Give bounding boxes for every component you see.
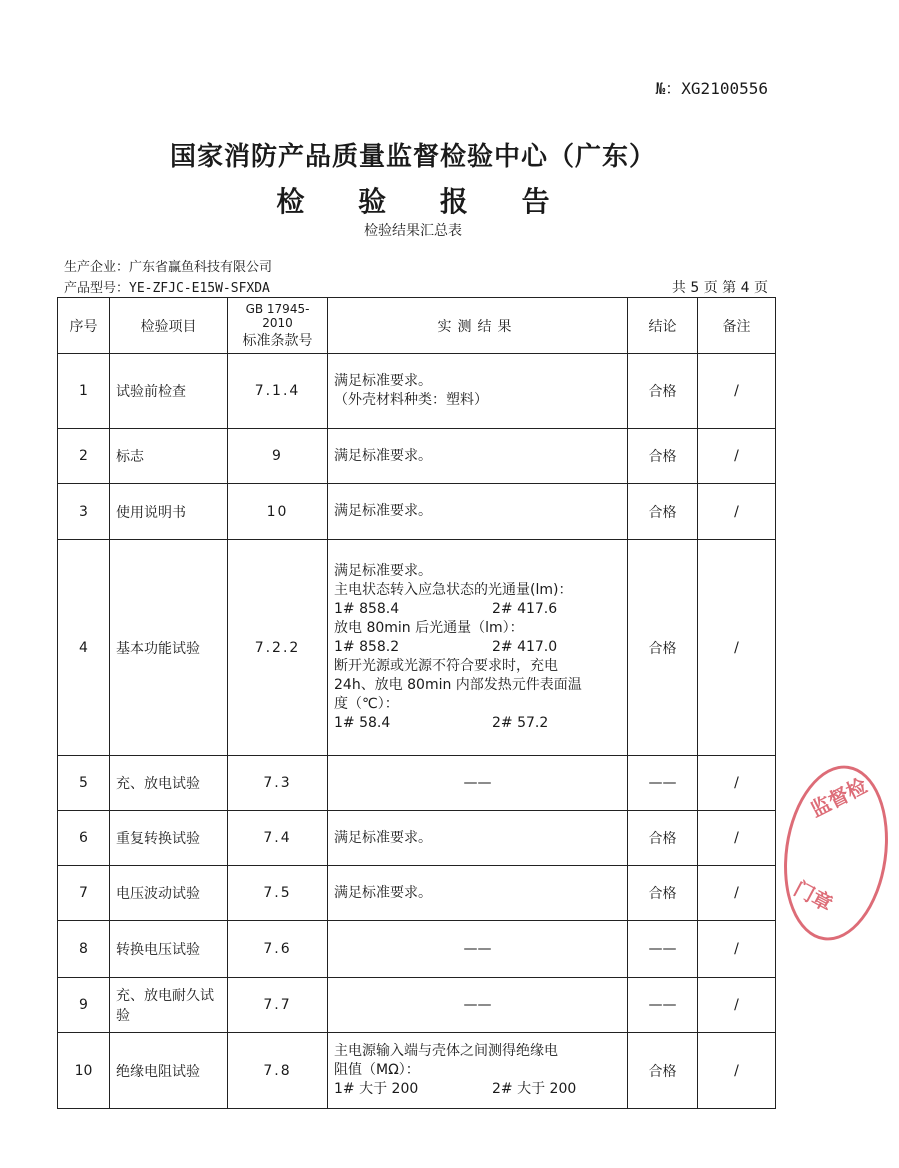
row-conclusion: 合格 — [628, 429, 698, 484]
result-line: 满足标准要求。 — [334, 884, 432, 901]
manufacturer-line: 生产企业：广东省赢鱼科技有限公司 — [64, 260, 273, 275]
result-value-pair — [334, 714, 621, 733]
result-line: 主电状态转入应急状态的光通量(lm)： — [334, 582, 573, 598]
result-line: 满足标准要求。 — [334, 447, 432, 464]
sample-2-value: 2# 417.6 — [492, 601, 558, 617]
row-number: 5 — [58, 756, 110, 811]
row-clause: 7.4 — [228, 811, 328, 866]
row-item: 试验前检查 — [110, 354, 228, 429]
row-conclusion: 合格 — [628, 1033, 698, 1109]
row-number: 8 — [58, 921, 110, 978]
row-result — [328, 866, 628, 921]
row-result — [328, 540, 628, 756]
result-line: （外壳材料种类：塑料） — [334, 392, 488, 408]
row-conclusion: —— — [628, 921, 698, 978]
row-conclusion: —— — [628, 756, 698, 811]
model-line: 产品型号：YE-ZFJC-E15W-SFXDA — [64, 281, 270, 296]
standard-clause-label: 标准条款号 — [242, 332, 313, 349]
row-number: 7 — [58, 866, 110, 921]
row-number: 2 — [58, 429, 110, 484]
col-header-no: 序号 — [58, 298, 110, 354]
row-item: 转换电压试验 — [110, 921, 228, 978]
row-conclusion: 合格 — [628, 354, 698, 429]
row-item: 充、放电耐久试验 — [110, 978, 228, 1033]
row-number: 6 — [58, 811, 110, 866]
result-value-pair — [334, 600, 621, 619]
row-clause: 7.6 — [228, 921, 328, 978]
row-clause: 7.3 — [228, 756, 328, 811]
table-row — [58, 921, 776, 978]
col-header-conclusion: 结论 — [628, 298, 698, 354]
result-dash: —— — [463, 774, 492, 791]
result-value-pair — [334, 1080, 621, 1099]
row-note: / — [698, 978, 776, 1033]
seal-text-top: 监督检 — [806, 773, 871, 822]
report-number: №：XG2100556 — [655, 79, 768, 98]
row-item: 标志 — [110, 429, 228, 484]
row-conclusion: —— — [628, 978, 698, 1033]
red-seal-stamp — [773, 759, 899, 947]
result-dash: —— — [463, 996, 492, 1013]
row-number: 4 — [58, 540, 110, 756]
col-header-standard — [228, 298, 328, 354]
row-result — [328, 921, 628, 978]
sample-1-value: 1# 大于 200 — [334, 1081, 419, 1097]
row-result — [328, 1033, 628, 1109]
row-item: 充、放电试验 — [110, 756, 228, 811]
result-line: 满足标准要求。 — [334, 563, 432, 579]
row-number: 10 — [58, 1033, 110, 1109]
row-item: 重复转换试验 — [110, 811, 228, 866]
sample-1-value: 1# 858.4 — [334, 601, 400, 617]
sample-2-value: 2# 417.0 — [492, 639, 558, 655]
row-conclusion: 合格 — [628, 540, 698, 756]
row-number: 3 — [58, 484, 110, 540]
row-item: 电压波动试验 — [110, 866, 228, 921]
result-value-pair — [334, 638, 621, 657]
row-clause: 7.2.2 — [228, 540, 328, 756]
results-table — [57, 297, 776, 1109]
row-result — [328, 429, 628, 484]
row-item: 使用说明书 — [110, 484, 228, 540]
sample-1-value: 1# 858.2 — [334, 639, 400, 655]
result-line: 满足标准要求。 — [334, 829, 432, 846]
sample-2-value: 2# 57.2 — [492, 715, 549, 731]
row-note: / — [698, 866, 776, 921]
row-clause: 7.8 — [228, 1033, 328, 1109]
row-clause: 9 — [228, 429, 328, 484]
sample-2-value: 2# 大于 200 — [492, 1081, 577, 1097]
row-result — [328, 484, 628, 540]
result-line: 满足标准要求。 — [334, 503, 432, 519]
row-note: / — [698, 540, 776, 756]
table-row — [58, 540, 776, 756]
row-number: 1 — [58, 354, 110, 429]
result-line: 放电 80min 后光通量（lm）： — [334, 620, 524, 636]
row-conclusion: 合格 — [628, 484, 698, 540]
table-row — [58, 978, 776, 1033]
row-clause: 7.7 — [228, 978, 328, 1033]
table-header-row — [58, 298, 776, 354]
row-clause: 7.5 — [228, 866, 328, 921]
row-result — [328, 978, 628, 1033]
row-clause: 10 — [228, 484, 328, 540]
table-row — [58, 1033, 776, 1109]
table-row — [58, 866, 776, 921]
report-subtitle: 检验结果汇总表 — [364, 223, 462, 239]
row-conclusion: 合格 — [628, 866, 698, 921]
col-header-note: 备注 — [698, 298, 776, 354]
result-line: 断开光源或光源不符合要求时，充电 — [334, 658, 558, 674]
row-note: / — [698, 811, 776, 866]
row-clause: 7.1.4 — [228, 354, 328, 429]
table-row — [58, 484, 776, 540]
row-result — [328, 811, 628, 866]
row-note: / — [698, 354, 776, 429]
row-item: 绝缘电阻试验 — [110, 1033, 228, 1109]
report-title: 检 验 报 告 — [276, 185, 572, 218]
table-row — [58, 756, 776, 811]
result-dash: —— — [463, 940, 492, 957]
table-row — [58, 811, 776, 866]
row-note: / — [698, 921, 776, 978]
sample-1-value: 1# 58.4 — [334, 715, 391, 731]
result-line: 阻值（MΩ）： — [334, 1062, 420, 1078]
page-indicator: 共 5 页 第 4 页 — [671, 280, 768, 296]
standard-code: GB 17945-2010 — [245, 301, 310, 330]
col-header-item: 检验项目 — [110, 298, 228, 354]
organization-title: 国家消防产品质量监督检验中心（广东） — [169, 142, 656, 172]
row-note: / — [698, 484, 776, 540]
row-conclusion: 合格 — [628, 811, 698, 866]
result-line: 主电源输入端与壳体之间测得绝缘电 — [334, 1043, 558, 1059]
col-header-result: 实测结果 — [328, 298, 628, 354]
row-result — [328, 354, 628, 429]
result-line: 度（℃）： — [334, 696, 399, 712]
row-number: 9 — [58, 978, 110, 1033]
result-line: 满足标准要求。 — [334, 373, 432, 389]
row-item: 基本功能试验 — [110, 540, 228, 756]
result-line: 24h、放电 80min 内部发热元件表面温 — [334, 677, 582, 693]
row-result — [328, 756, 628, 811]
row-note: / — [698, 429, 776, 484]
seal-text-bottom: 门章 — [789, 876, 837, 917]
table-row — [58, 354, 776, 429]
row-note: / — [698, 756, 776, 811]
table-row — [58, 429, 776, 484]
row-note: / — [698, 1033, 776, 1109]
